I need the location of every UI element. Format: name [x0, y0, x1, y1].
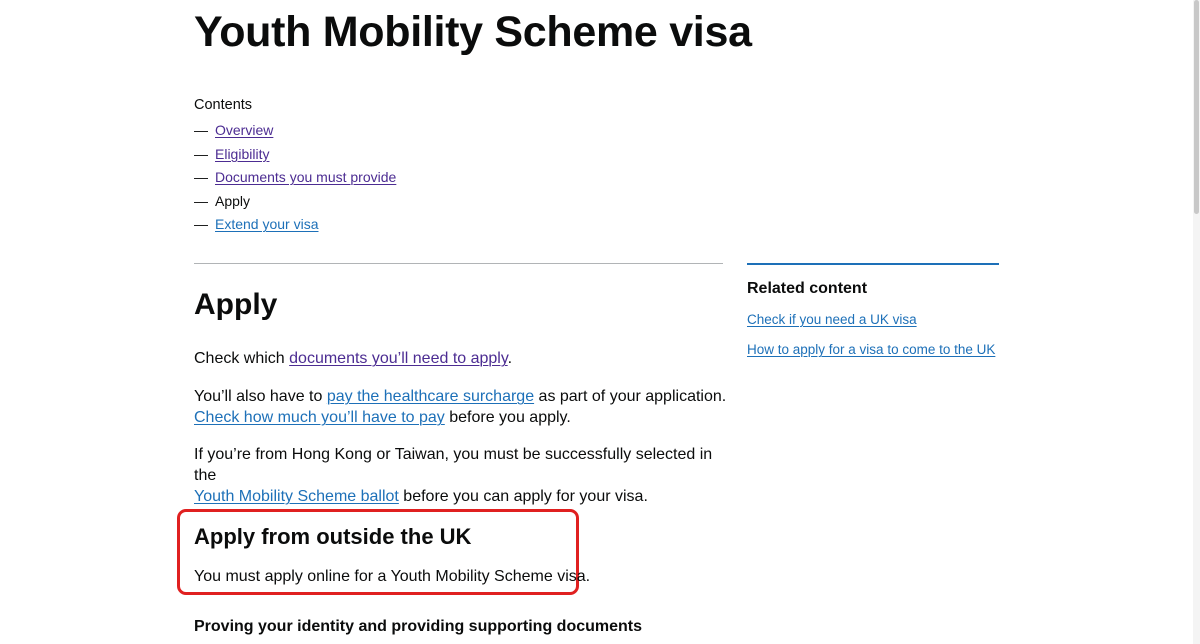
text: before you apply. — [444, 409, 571, 426]
contents-link-overview[interactable]: Overview — [215, 122, 274, 138]
dash: — — [194, 122, 208, 138]
paragraph-ballot — [194, 444, 734, 507]
related-item — [747, 311, 995, 341]
contents-list — [194, 120, 396, 238]
heading-proving-identity: Proving your identity and providing supporting documents — [194, 618, 643, 635]
healthcare-surcharge-link[interactable]: pay the healthcare surcharge — [326, 388, 535, 405]
check-cost-link[interactable]: Check how much you’ll have to pay — [194, 409, 445, 426]
contents-item-apply — [194, 191, 396, 215]
text: You’ll also have to — [194, 388, 327, 405]
paragraph-healthcare — [194, 386, 734, 428]
page-title: Youth Mobility Scheme visa — [194, 8, 752, 56]
heading-apply-outside-uk: Apply from outside the UK — [194, 524, 472, 549]
dash: — — [194, 169, 208, 185]
text: Check which — [194, 350, 290, 367]
contents-item-documents — [194, 167, 396, 191]
contents-current-apply: Apply — [215, 192, 251, 209]
scrollbar[interactable] — [1193, 0, 1200, 644]
contents-item-overview — [194, 120, 396, 144]
dash: — — [194, 216, 208, 232]
text: as part of your application. — [534, 388, 727, 405]
contents-item-extend — [194, 214, 396, 238]
text: before you can apply for your visa. — [398, 488, 648, 505]
dash: — — [194, 145, 208, 162]
section-divider — [194, 263, 723, 264]
related-link-how-to-apply[interactable]: How to apply for a visa to come to the UK — [747, 342, 996, 357]
related-content-rule — [747, 263, 999, 265]
paragraph-documents — [194, 348, 734, 369]
contents-label: Contents — [194, 97, 253, 113]
scrollbar-thumb[interactable] — [1194, 0, 1199, 214]
dash: — — [194, 192, 208, 209]
section-heading-apply: Apply — [194, 288, 278, 321]
contents-link-extend[interactable]: Extend your visa — [215, 216, 319, 232]
text: . — [507, 350, 513, 367]
related-content-list — [747, 311, 995, 371]
related-link-check-visa[interactable]: Check if you need a UK visa — [747, 312, 917, 327]
contents-link-eligibility[interactable]: Eligibility — [215, 145, 270, 162]
documents-link[interactable]: documents you’ll need to apply — [289, 350, 508, 367]
paragraph-apply-online: You must apply online for a Youth Mobility Scheme visa. — [194, 568, 591, 585]
contents-link-documents[interactable]: Documents you must provide — [215, 169, 397, 185]
related-item — [747, 341, 995, 371]
ballot-link[interactable]: Youth Mobility Scheme ballot — [194, 488, 399, 505]
text: If you’re from Hong Kong or Taiwan, you must be successfully selected in the — [194, 446, 713, 484]
related-content-heading: Related content — [747, 280, 868, 297]
contents-item-eligibility — [194, 144, 396, 168]
